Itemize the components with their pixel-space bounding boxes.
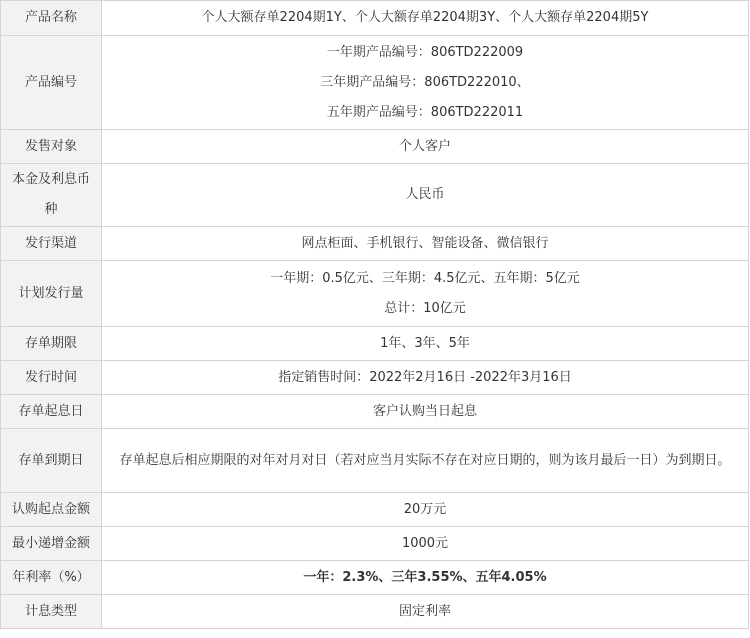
table-row-value-date — [1, 395, 749, 429]
row-value — [102, 395, 749, 429]
value-line: 五年期产品编号：806TD222011 — [326, 104, 524, 120]
table-row-term — [1, 327, 749, 361]
row-label: 年利率（%） — [1, 561, 102, 595]
value-line: 个人大额存单2204期1Y、个人大额存单2204期3Y、个人大额存单2204期5Y — [201, 10, 649, 25]
row-label: 产品编号 — [1, 36, 102, 130]
row-value — [102, 130, 749, 164]
row-label: 发售对象 — [1, 130, 102, 164]
row-label: 存单起息日 — [1, 395, 102, 429]
row-value — [102, 561, 749, 595]
value-line: 20万元 — [403, 501, 447, 517]
row-label: 最小递增金额 — [1, 527, 102, 561]
value-line: 1年、3年、5年 — [380, 335, 470, 351]
row-label: 计划发行量 — [1, 261, 102, 327]
table-row-channels — [1, 227, 749, 261]
value-line: 个人客户 — [398, 138, 451, 154]
table-row-annual-rate — [1, 561, 749, 595]
table-row-issue-time — [1, 361, 749, 395]
row-value — [102, 361, 749, 395]
row-value — [102, 527, 749, 561]
row-label: 产品名称 — [1, 1, 102, 36]
row-value — [102, 493, 749, 527]
row-value — [102, 227, 749, 261]
table-row-target-customers — [1, 130, 749, 164]
table-row-interest-type — [1, 595, 749, 629]
row-label: 发行渠道 — [1, 227, 102, 261]
table-row-product-name — [1, 1, 749, 36]
value-line: 网点柜面、手机银行、智能设备、微信银行 — [301, 235, 549, 251]
value-line: 存单起息后相应期限的对年对月对日（若对应当月实际不存在对应日期的，则为该月最后一日）为到期日。 — [119, 452, 731, 468]
row-value — [102, 36, 749, 130]
row-value — [102, 327, 749, 361]
value-line: 固定利率 — [398, 603, 451, 619]
row-label: 发行时间 — [1, 361, 102, 395]
value-line: 一年期产品编号：806TD222009 — [326, 44, 524, 60]
row-label: 存单到期日 — [1, 429, 102, 493]
value-line: 客户认购当日起息 — [372, 403, 477, 419]
table-row-maturity-date — [1, 429, 749, 493]
table-row-currency — [1, 164, 749, 227]
table-row-planned-volume — [1, 261, 749, 327]
row-value — [102, 261, 749, 327]
row-value — [102, 1, 749, 36]
row-value — [102, 164, 749, 227]
row-value — [102, 429, 749, 493]
row-label: 存单期限 — [1, 327, 102, 361]
row-label: 本金及利息币种 — [1, 164, 102, 227]
value-line: 一年：2.3%、三年3.55%、五年4.05% — [303, 569, 547, 585]
value-line: 人民币 — [405, 187, 445, 202]
value-line: 总计：10亿元 — [384, 300, 466, 316]
table-row-product-code — [1, 36, 749, 130]
row-label: 计息类型 — [1, 595, 102, 629]
table-row-min-increment — [1, 527, 749, 561]
value-line: 三年期产品编号：806TD222010、 — [320, 74, 530, 90]
value-line: 1000元 — [401, 535, 449, 551]
row-value — [102, 595, 749, 629]
value-line: 一年期：0.5亿元、三年期：4.5亿元、五年期：5亿元 — [270, 270, 580, 286]
value-line: 指定销售时间：2022年2月16日 -2022年3月16日 — [278, 369, 572, 385]
row-label: 认购起点金额 — [1, 493, 102, 527]
table-row-min-subscription — [1, 493, 749, 527]
